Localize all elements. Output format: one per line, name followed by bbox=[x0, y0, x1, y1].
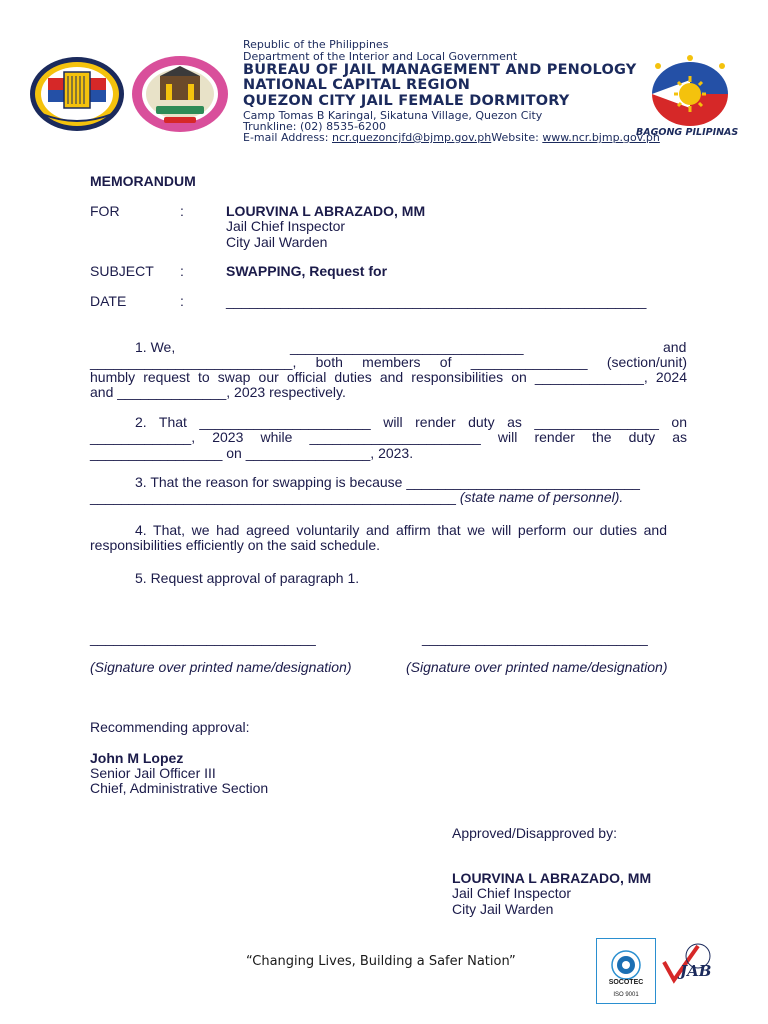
p1-line3[interactable]: humbly request to swap our official duties and responsibilities on ______________, 2024 bbox=[90, 369, 687, 385]
website-link[interactable]: www.ncr.bjmp.gov.ph bbox=[542, 131, 660, 144]
email-label: E-mail Address: bbox=[243, 131, 332, 144]
p3-note: (state name of personnel). bbox=[459, 489, 624, 505]
contact-line bbox=[243, 132, 660, 144]
subject-text: SWAPPING, Request for bbox=[226, 263, 388, 279]
recommending-label: Recommending approval: bbox=[90, 719, 250, 735]
approval-name: LOURVINA L ABRAZADO, MM bbox=[452, 870, 652, 886]
bjmp-seal-icon bbox=[28, 56, 126, 132]
for-colon: : bbox=[180, 203, 184, 219]
subject-label: SUBJECT bbox=[90, 263, 154, 279]
for-position: City Jail Warden bbox=[226, 234, 328, 250]
email-link[interactable]: ncr.quezoncjfd@bjmp.gov.ph bbox=[332, 131, 492, 144]
p2-line2[interactable]: _____________, 2023 while ______________________ will render the duty as bbox=[90, 429, 687, 445]
recommending-name: John M Lopez bbox=[90, 750, 184, 766]
recommending-position: Chief, Administrative Section bbox=[90, 780, 269, 796]
address-text: Camp Tomas B Karingal, Sikatuna Village, Quezon City bbox=[243, 109, 543, 122]
p3-line1[interactable]: 3. That the reason for swapping is because ______________________________ bbox=[135, 474, 640, 490]
p1-number: 1. We, bbox=[135, 339, 176, 355]
republic-text: Republic of the Philippines bbox=[243, 38, 389, 51]
socotec-logo-icon bbox=[597, 943, 655, 983]
signature-label-right: (Signature over printed name/designation) bbox=[406, 659, 668, 675]
memo-heading: MEMORANDUM bbox=[90, 173, 196, 189]
p1-line4[interactable]: and ______________, 2023 respectively. bbox=[90, 384, 346, 400]
signature-line-left[interactable]: _____________________________ bbox=[90, 630, 316, 646]
p3-reason-blank[interactable]: _______________________________________________ bbox=[90, 489, 456, 505]
subject-colon: : bbox=[180, 263, 184, 279]
p2-line1[interactable]: 2. That ______________________ will render duty as ________________ on bbox=[135, 414, 687, 430]
trunkline-text: Trunkline: (02) 8535-6200 bbox=[243, 120, 387, 133]
for-name: LOURVINA L ABRAZADO, MM bbox=[226, 203, 426, 219]
footer-motto: “Changing Lives, Building a Safer Nation” bbox=[246, 954, 516, 969]
bureau-title: BUREAU OF JAIL MANAGEMENT AND PENOLOGY bbox=[243, 62, 637, 78]
p1-line2[interactable]: __________________________, both members of _______________ (section/unit) bbox=[90, 354, 687, 370]
date-label: DATE bbox=[90, 293, 127, 309]
socotec-badge bbox=[596, 938, 656, 1004]
p3-line2[interactable] bbox=[90, 490, 623, 506]
p5-text: 5. Request approval of paragraph 1. bbox=[135, 570, 360, 586]
approval-label: Approved/Disapproved by: bbox=[452, 825, 617, 841]
website-label: Website: bbox=[491, 131, 543, 144]
socotec-name: SOCOTEC bbox=[608, 979, 644, 986]
date-blank[interactable]: ______________________________________________________ bbox=[226, 293, 647, 309]
socotec-iso: ISO 9001 bbox=[613, 992, 639, 998]
approval-rank: Jail Chief Inspector bbox=[452, 885, 572, 901]
qcjfd-seal-icon bbox=[130, 54, 230, 134]
office-title: QUEZON CITY JAIL FEMALE DORMITORY bbox=[243, 93, 570, 109]
p4-line1: 4. That, we had agreed voluntarily and affirm that we will perform our duties and bbox=[135, 522, 667, 538]
p1-name-blank[interactable]: ______________________________ bbox=[290, 339, 524, 355]
recommending-rank: Senior Jail Officer III bbox=[90, 765, 216, 781]
bagong-pilipinas-logo-icon bbox=[648, 52, 732, 128]
region-title: NATIONAL CAPITAL REGION bbox=[243, 77, 471, 93]
for-label: FOR bbox=[90, 203, 120, 219]
date-colon: : bbox=[180, 293, 184, 309]
for-rank: Jail Chief Inspector bbox=[226, 218, 346, 234]
department-text: Department of the Interior and Local Government bbox=[243, 50, 518, 63]
jab-text: JAB bbox=[680, 962, 712, 980]
p2-line3[interactable]: _________________ on ________________, 2023. bbox=[90, 445, 414, 461]
p1-and: and bbox=[663, 339, 687, 355]
signature-label-left: (Signature over printed name/designation) bbox=[90, 659, 352, 675]
bagong-pilipinas-text: BAGONG PILIPINAS bbox=[636, 127, 739, 138]
signature-line-right[interactable]: _____________________________ bbox=[422, 630, 648, 646]
p4-line2: responsibilities efficiently on the said schedule. bbox=[90, 537, 381, 553]
approval-position: City Jail Warden bbox=[452, 901, 554, 917]
jab-badge bbox=[658, 942, 712, 1000]
